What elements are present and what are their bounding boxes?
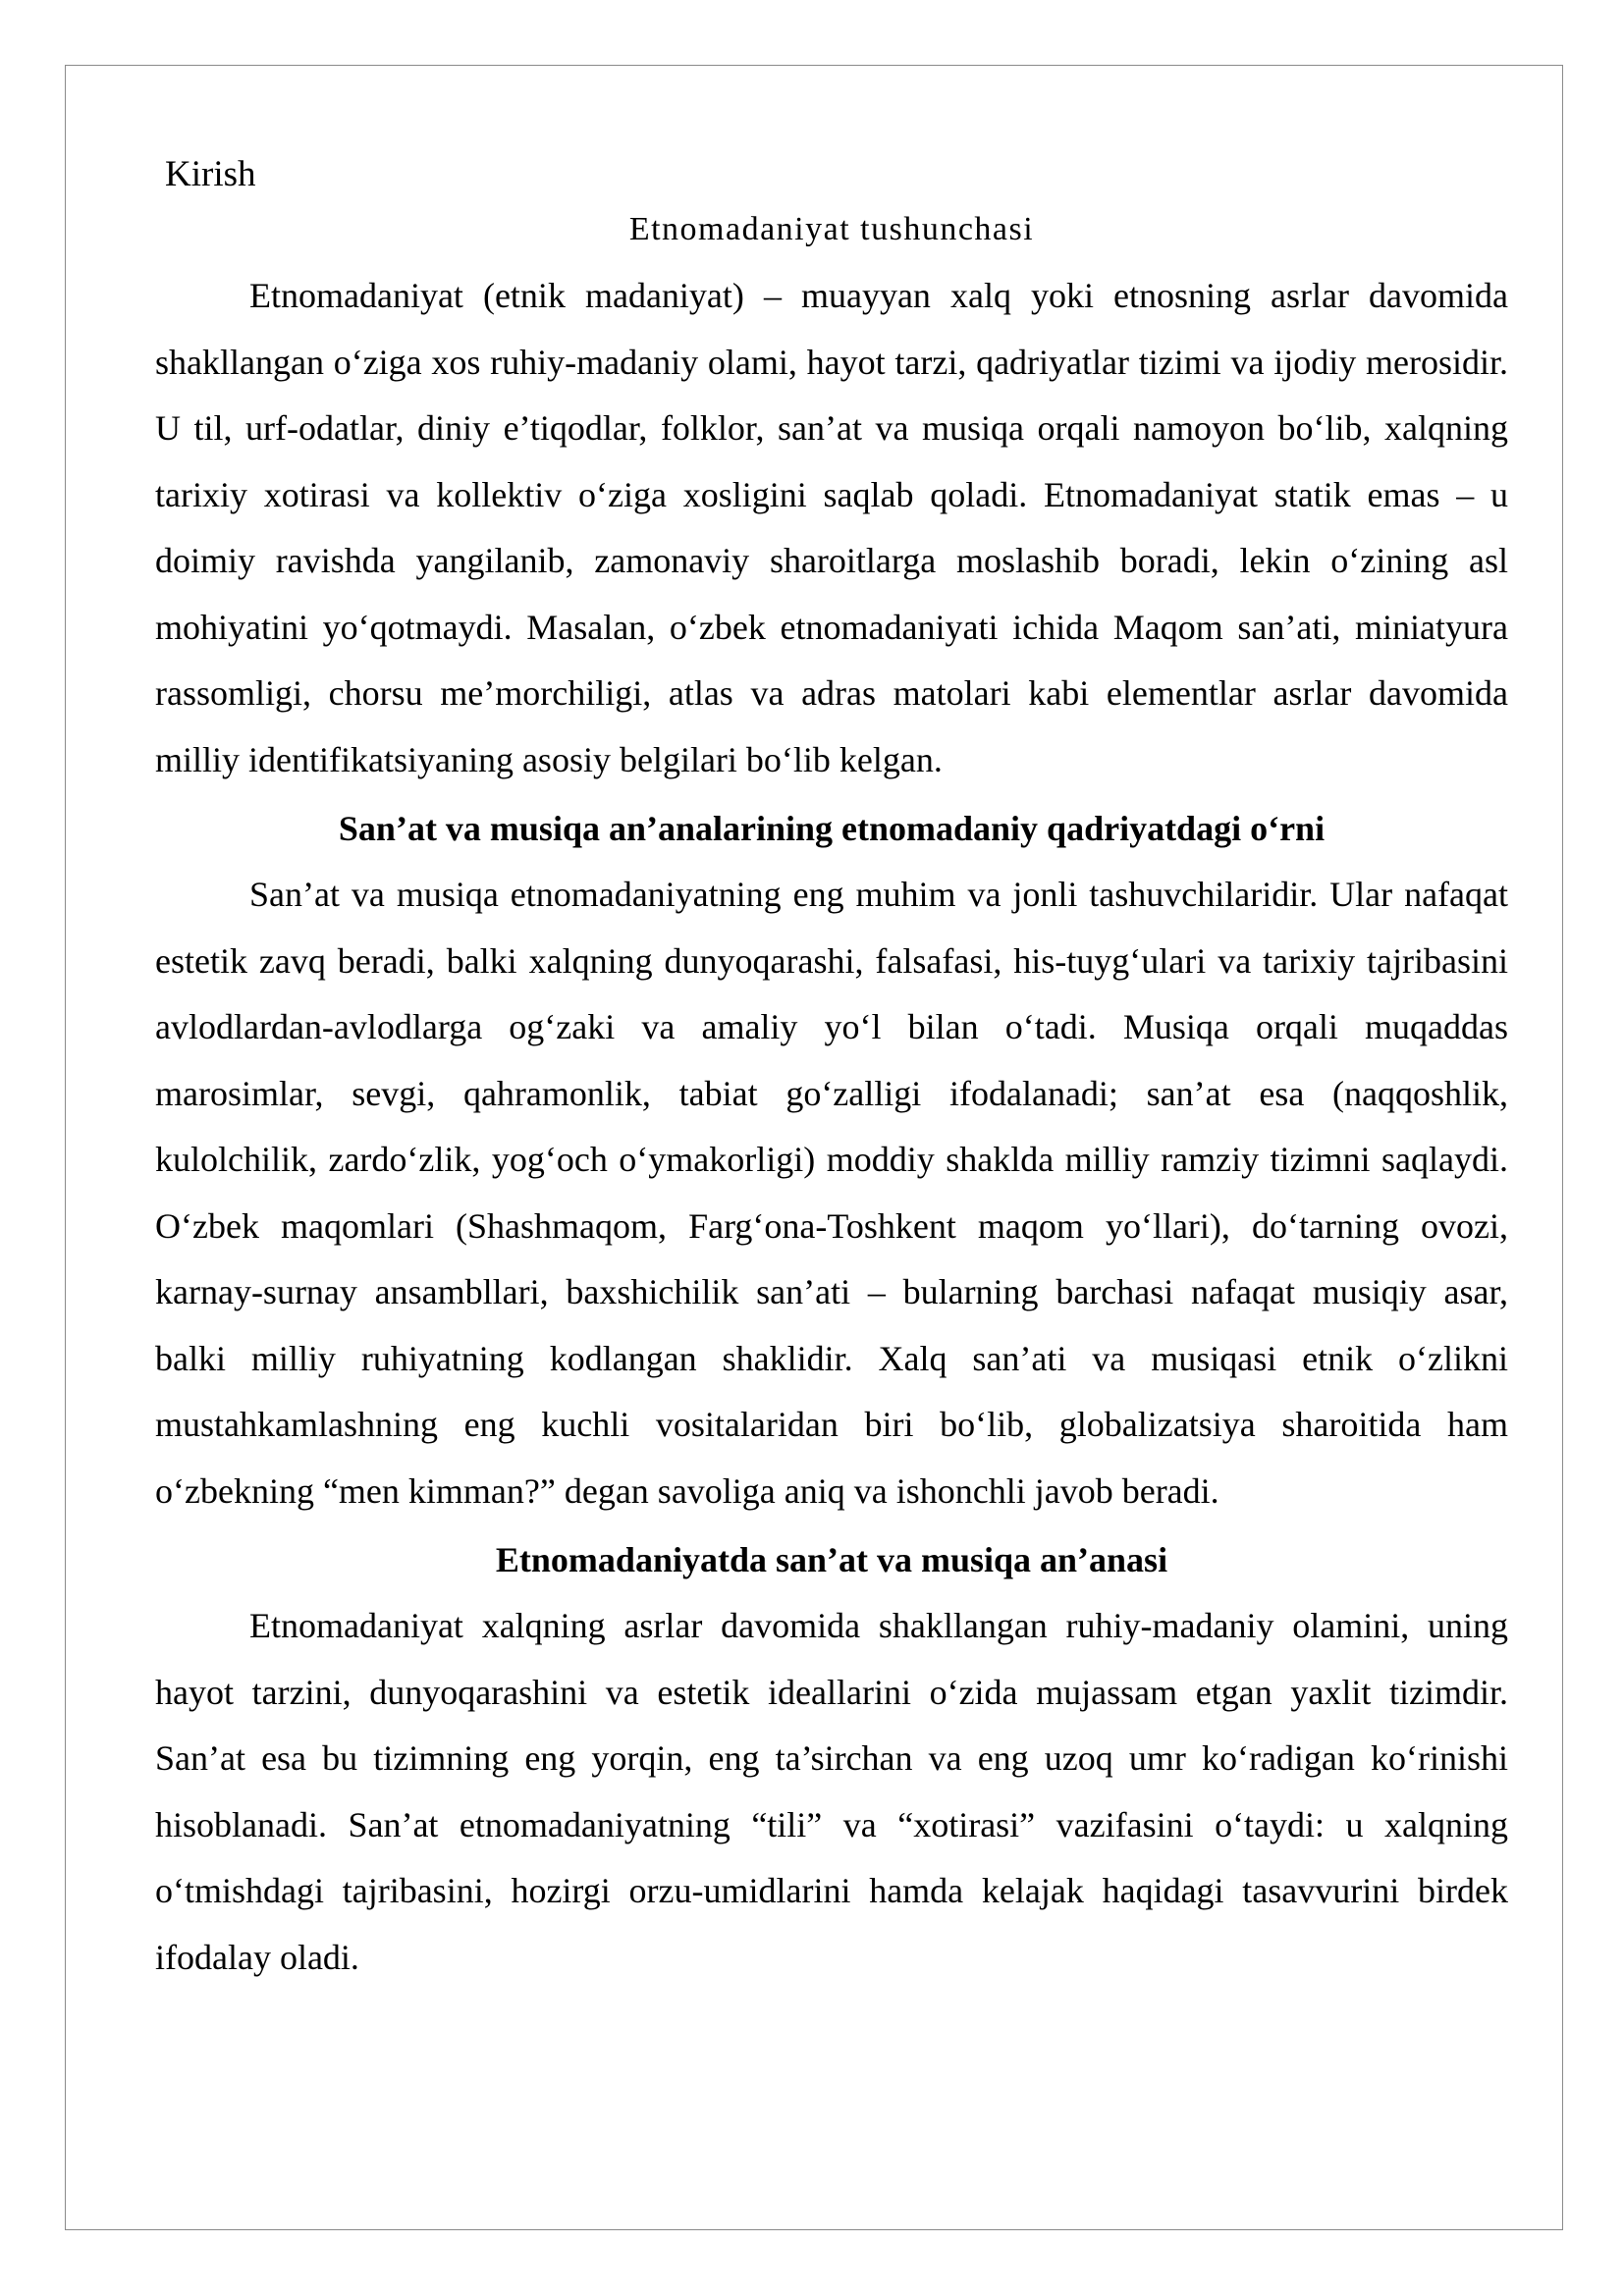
paragraph-art-music-tradition: Etnomadaniyat xalqning asrlar davomida shakllangan ruhiy-madaniy olamini, uning hayot tarzini, dunyoqarashini va estetik ideallarini o‘zida mujassam etgan yaxlit tizimdir. San’at esa bu tizimning eng yorqin, eng ta’sirchan va eng uzoq umr ko‘radigan ko‘rinishi hisoblanadi. San’at etnomadaniyatning “tili” va “xotirasi” vazifasini o‘taydi: u xalqning o‘tmishdagi tajribasini, hozirgi orzu-umidlarini hamda kelajak haqidagi tasavvurini birdek ifodalay oladi. (155, 1606, 1508, 1977)
intro-label: Kirish (165, 154, 256, 194)
section-heading-art-music-role: San’at va musiqa an’analarining etnomadaniy qadriyatdagi o‘rni (338, 809, 1326, 848)
paragraph-definition: Etnomadaniyat (etnik madaniyat) – muayyan xalq yoki etnosning asrlar davomida shakllangan o‘ziga xos ruhiy-madaniy olami, hayot tarzi, qadriyatlar tizimi va ijodiy merosidir. U til, urf-odatlar, diniy e’tiqodlar, folklor, san’at va musiqa orqali namoyon bo‘lib, xalqning tarixiy xotirasi va kollektiv o‘ziga xosligini saqlab qoladi. Etnomadaniyat statik emas – u doimiy ravishda yangilanib, zamonaviy sharoitlarga moslashib boradi, lekin o‘zining asl mohiyatini yo‘qotmaydi. Masalan, o‘zbek etnomadaniyati ichida Maqom san’ati, miniatyura rassomligi, chorsu me’morchiligi, atlas va adras matolari kabi elementlar asrlar davomida milliy identifikatsiyaning asosiy belgilari bo‘lib kelgan. (155, 276, 1508, 779)
document-body (155, 149, 1508, 1991)
document-title: Etnomadaniyat tushunchasi (628, 211, 1035, 247)
paragraph-art-music-role: San’at va musiqa etnomadaniyatning eng muhim va jonli tashuvchilaridir. Ular nafaqat estetik zavq beradi, balki xalqning dunyoqarashi, falsafasi, his-tuyg‘ulari va tarixiy tajribasini avlodlardan-avlodlarga og‘zaki va amaliy yo‘l bilan o‘tadi. Musiqa orqali muqaddas marosimlar, sevgi, qahramonlik, tabiat go‘zalligi ifodalanadi; san’at esa (naqqoshlik, kulolchilik, zardo‘zlik, yog‘och o‘ymakorligi) moddiy shaklda milliy ramziy tizimni saqlaydi. O‘zbek maqomlari (Shashmaqom, Farg‘ona-Toshkent maqom yo‘llari), do‘tarning ovozi, karnay-surnay ansambllari, baxshichilik san’ati – bularning barchasi nafaqat musiqiy asar, balki milliy ruhiyatning kodlangan shaklidir. Xalq san’ati va musiqasi etnik o‘zlikni mustahkamlashning eng kuchli vositalaridan biri bo‘lib, globalizatsiya sharoitida ham o‘zbekning “men kimman?” degan savoliga aniq va ishonchli javob beradi. (155, 875, 1508, 1511)
section-heading-art-music-tradition: Etnomadaniyatda san’at va musiqa an’anasi (495, 1540, 1168, 1579)
